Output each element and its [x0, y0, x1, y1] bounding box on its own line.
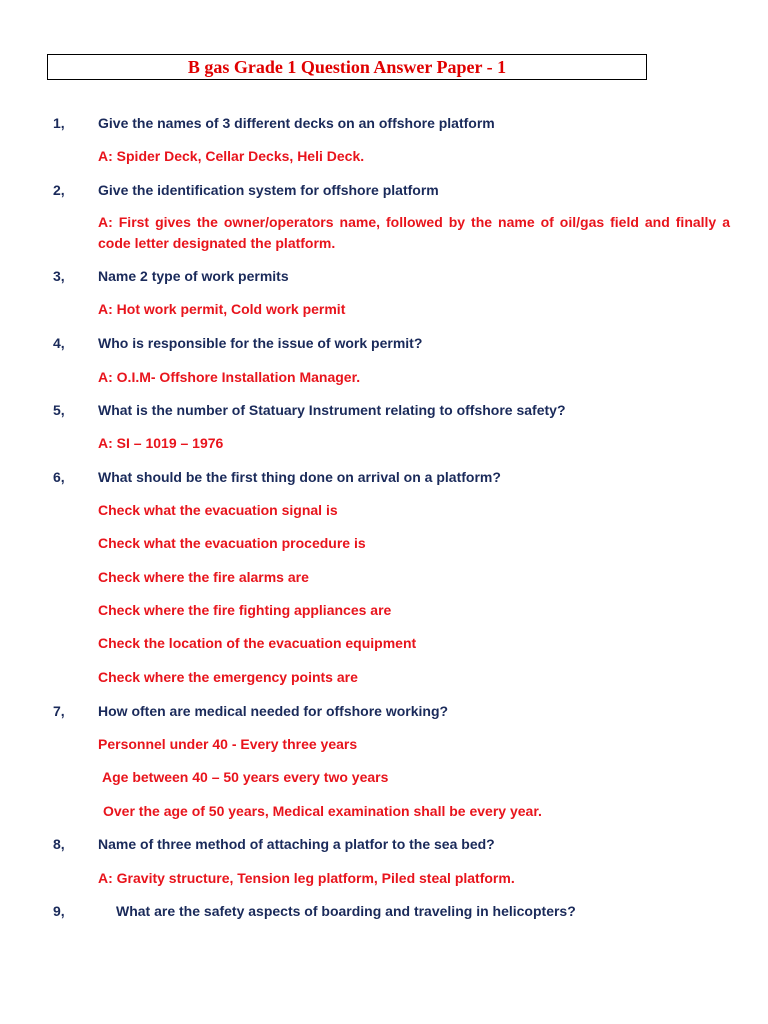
question-7: How often are medical needed for offshore working?: [98, 703, 449, 719]
question-number-1: 1,: [53, 115, 65, 131]
question-9: What are the safety aspects of boarding and traveling in helicopters?: [116, 903, 576, 919]
question-number-4: 4,: [53, 335, 65, 351]
answer-6-5: Check the location of the evacuation equipment: [98, 635, 417, 651]
question-number-2: 2,: [53, 182, 65, 198]
answer-2: A: First gives the owner/operators name, followed by the name of oil/gas field and finally a code letter designated the platform.: [98, 214, 730, 251]
answer-6-1: Check what the evacuation signal is: [98, 502, 338, 518]
answer-6-6: Check where the emergency points are: [98, 669, 358, 685]
answer-7-3: Over the age of 50 years, Medical examination shall be every year.: [103, 803, 542, 819]
answer-6-3: Check where the fire alarms are: [98, 569, 309, 585]
answer-3: A: Hot work permit, Cold work permit: [98, 301, 346, 317]
question-5: What is the number of Statuary Instrument relating to offshore safety?: [98, 402, 566, 418]
question-number-7: 7,: [53, 703, 65, 719]
answer-6-4: Check where the fire fighting appliances are: [98, 602, 392, 618]
answer-6-2: Check what the evacuation procedure is: [98, 535, 366, 551]
answer-4: A: O.I.M- Offshore Installation Manager.: [98, 369, 361, 385]
question-number-9: 9,: [53, 903, 65, 919]
question-6: What should be the first thing done on arrival on a platform?: [98, 469, 501, 485]
answer-8: A: Gravity structure, Tension leg platform, Piled steal platform.: [98, 870, 515, 886]
answer-7-2: Age between 40 – 50 years every two years: [102, 769, 389, 785]
question-3: Name 2 type of work permits: [98, 268, 289, 284]
question-number-6: 6,: [53, 469, 65, 485]
question-4: Who is responsible for the issue of work permit?: [98, 335, 423, 351]
page-title: B gas Grade 1 Question Answer Paper - 1: [187, 57, 507, 77]
question-number-5: 5,: [53, 402, 65, 418]
question-number-3: 3,: [53, 268, 65, 284]
question-8: Name of three method of attaching a platfor to the sea bed?: [98, 836, 495, 852]
answer-5: A: SI – 1019 – 1976: [98, 435, 224, 451]
answer-1: A: Spider Deck, Cellar Decks, Heli Deck.: [98, 148, 365, 164]
question-1: Give the names of 3 different decks on an offshore platform: [98, 115, 495, 131]
title-box: [47, 54, 647, 80]
question-number-8: 8,: [53, 836, 65, 852]
answer-7-1: Personnel under 40 - Every three years: [98, 736, 358, 752]
question-2: Give the identification system for offshore platform: [98, 182, 439, 198]
